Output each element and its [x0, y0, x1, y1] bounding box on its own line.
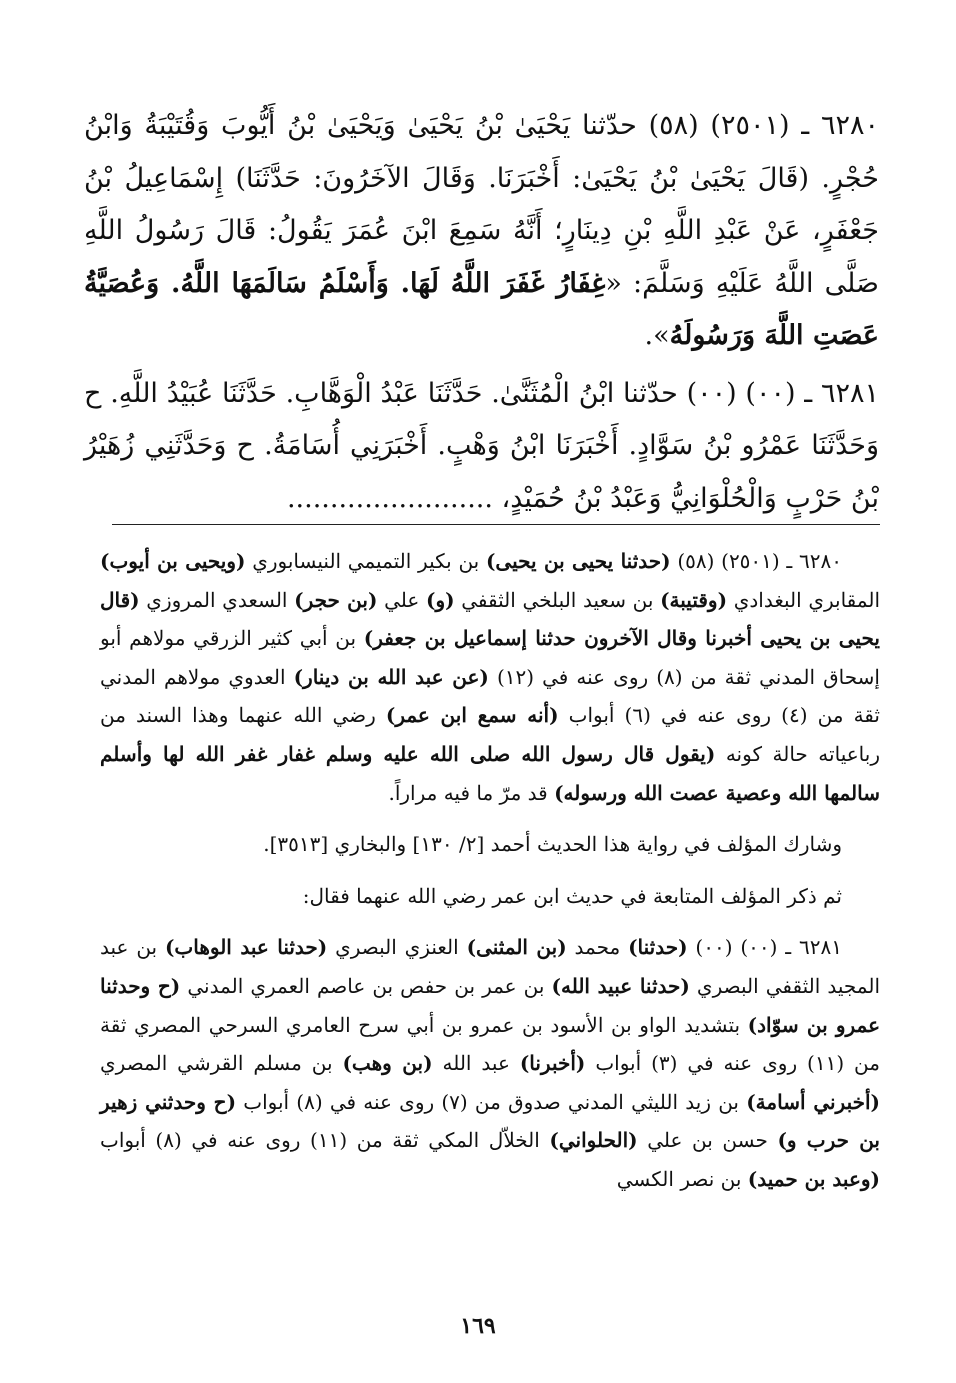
commentary-bold: (وقتيبة) [660, 587, 728, 612]
commentary-text: العدوي مولاهم المدني ثقة من (٤) روى عنه في (٦) أبواب [100, 664, 880, 728]
commentary-bold: (أخبرني أسامة) [746, 1089, 881, 1114]
commentary-text: بن بكير التميمي النيسابوري [245, 549, 486, 573]
commentary-text: قد مرّ ما فيه مراراً. [388, 780, 555, 805]
commentary-text: رضي الله عنهما وهذا السند من رباعياته حالة كونه [100, 703, 880, 766]
hadith-6280-end: ». [644, 320, 670, 351]
commentary-bold: (الحلواني) [549, 1128, 638, 1153]
commentary-text: عبد الله [432, 1051, 520, 1076]
commentary-text: المقابري البغدادي [727, 587, 881, 612]
commentary-text: الخلاّل المكي ثقة من (١١) روى عنه في (٨) أبواب [100, 1128, 550, 1153]
commentary-text: بن عمر بن حفص بن عاصم العمري المدني [180, 973, 552, 998]
hadith-6280 [84, 100, 879, 363]
commentary-bold: (يقول قال رسول الله صلى الله عليه وسلم غفار غفر الله لها وأسلم سالمها الله وعصية عصت الله ورسوله) [100, 741, 880, 805]
commentary-bold: (حدثنا) [628, 935, 688, 960]
commentary-bold: (قال يحيى بن يحيى أخبرنا وقال الآخرون حدثنا إسماعيل بن جعفر) [100, 587, 880, 651]
commentary-6280 [100, 542, 880, 812]
commentary-text: علي [377, 587, 426, 612]
commentary-bold: (حدثنا عبيد الله) [551, 973, 690, 998]
commentary-text: ٦٢٨١ ـ (٠٠) (٠٠) [687, 935, 842, 960]
commentary-sharing-note: وشارك المؤلف في رواية هذا الحديث أحمد [٢/ ١٣٠] والبخاري [٣٥١٣]. [263, 832, 842, 857]
commentary-bold: (أخبرنا) [519, 1051, 586, 1076]
commentary-text: بن سعيد البلخي الثقفي [454, 587, 661, 612]
commentary-text: حسن بن علي [637, 1128, 778, 1153]
commentary-bold: (و) [425, 587, 455, 612]
commentary-bold: (بن حجر) [294, 587, 378, 612]
commentary-bold: (ويحيى بن أيوب) [100, 549, 246, 573]
commentary-text: ٦٢٨٠ ـ (٢٥٠١) (٥٨) [670, 549, 842, 573]
commentary-bold: (بن وهب) [342, 1051, 433, 1076]
divider-line [112, 524, 880, 525]
commentary-bold: (ح وحدثني زهير بن حرب و) [100, 1089, 880, 1153]
commentary-bold: (حدثنا عبد الوهاب) [164, 935, 328, 960]
commentary-bold: (وعبد بن حميد) [747, 1166, 880, 1191]
commentary-text: بتشديد الواو بن الأسود بن عمرو بن أبي سرح العامري السرحي المصري ثقة من (١١) روى عنه في (٣) أبواب [100, 1012, 880, 1076]
page-number: ١٦٩ [460, 1313, 496, 1339]
commentary-follow-up-note: ثم ذكر المؤلف المتابعة في حديث ابن عمر رضي الله عنهما فقال: [302, 883, 842, 908]
commentary-6281 [100, 928, 880, 1198]
commentary-text: بن مسلم القرشي المصري [100, 1051, 343, 1076]
hadith-6280-text: ٦٢٨٠ ـ (٢٥٠١) (٥٨) حدّثنا يَحْيَىٰ بْنُ يَحْيَىٰ وَيَحْيَىٰ بْنُ أَيُّوبَ وَقُتَيْبَةُ وَابْنُ حُجْرٍ. (قَالَ يَحْيَىٰ بْنُ يَحْيَىٰ: أَخْبَرَنَا. وَقَالَ الآخَرُونَ: حَدَّثَنَا) إِسْمَاعِيلُ بْنُ جَعْفَرٍ، عَنْ عَبْدِ اللَّهِ بْنِ دِينَارٍ؛ أَنَّهُ سَمِعَ ابْنَ عُمَرَ يَقُولُ: قَالَ رَسُولُ اللَّهِ صَلَّى اللَّهُ عَلَيْهِ وَسَلَّمَ: « [84, 110, 880, 299]
commentary-bold: (حدثنا يحيى بن يحيى) [485, 549, 671, 573]
commentary-bold: (ح وحدثنا عمرو بن سوّاد) [100, 973, 881, 1037]
commentary-bold: (أنه سمع ابن عمر) [385, 703, 559, 728]
hadith-text [84, 100, 879, 525]
commentary-text: بن زيد الليثي المدني صدوق من (٧) روى عنه في (٨) أبواب [236, 1089, 747, 1114]
hadith-6280-prophetic-saying: غِفَارُ غَفَرَ اللَّهُ لَهَا. وَأَسْلَمُ سَالَمَهَا اللَّهُ. وَعُصَيَّةُ عَصَتِ اللَّهَ وَرَسُولَهُ [84, 267, 879, 351]
hadith-6281: ٦٢٨١ ـ (٠٠) (٠٠) حدّثنا ابْنُ الْمُثَنَّىٰ. حَدَّثَنَا عَبْدُ الْوَهَّابِ. حَدَّثَنَا عُبَيْدُ اللَّهِ. ح وَحَدَّثَنَا عَمْرُو بْنُ سَوَّادٍ. أَخْبَرَنَا ابْنُ وَهْبٍ. أَخْبَرَنِي أُسَامَةُ. ح وَحَدَّثَنِي زُهَيْرُ بْنُ حَرْبٍ وَالْحُلْوَانِيُّ وَعَبْدُ بْنُ حُمَيْدٍ، ........................ [84, 377, 879, 514]
commentary-text: السعدي المروزي [139, 587, 295, 612]
commentary-bold: (عن عبد الله بن دينار) [293, 664, 489, 689]
commentary-text: بن نصر الكسي [616, 1166, 748, 1191]
commentary-text: محمد [566, 935, 629, 960]
commentary-text: العنزي البصري [327, 935, 467, 960]
commentary-bold: (بن المثنى) [466, 935, 567, 960]
commentary-text: بن عبد المجيد الثقفي البصري [100, 935, 881, 998]
commentary [100, 542, 880, 1199]
commentary-text: بن أبي كثير الزرقي مولاهم أبو إسحاق المدني ثقة من (٨) روى عنه في (١٢) [100, 626, 880, 689]
